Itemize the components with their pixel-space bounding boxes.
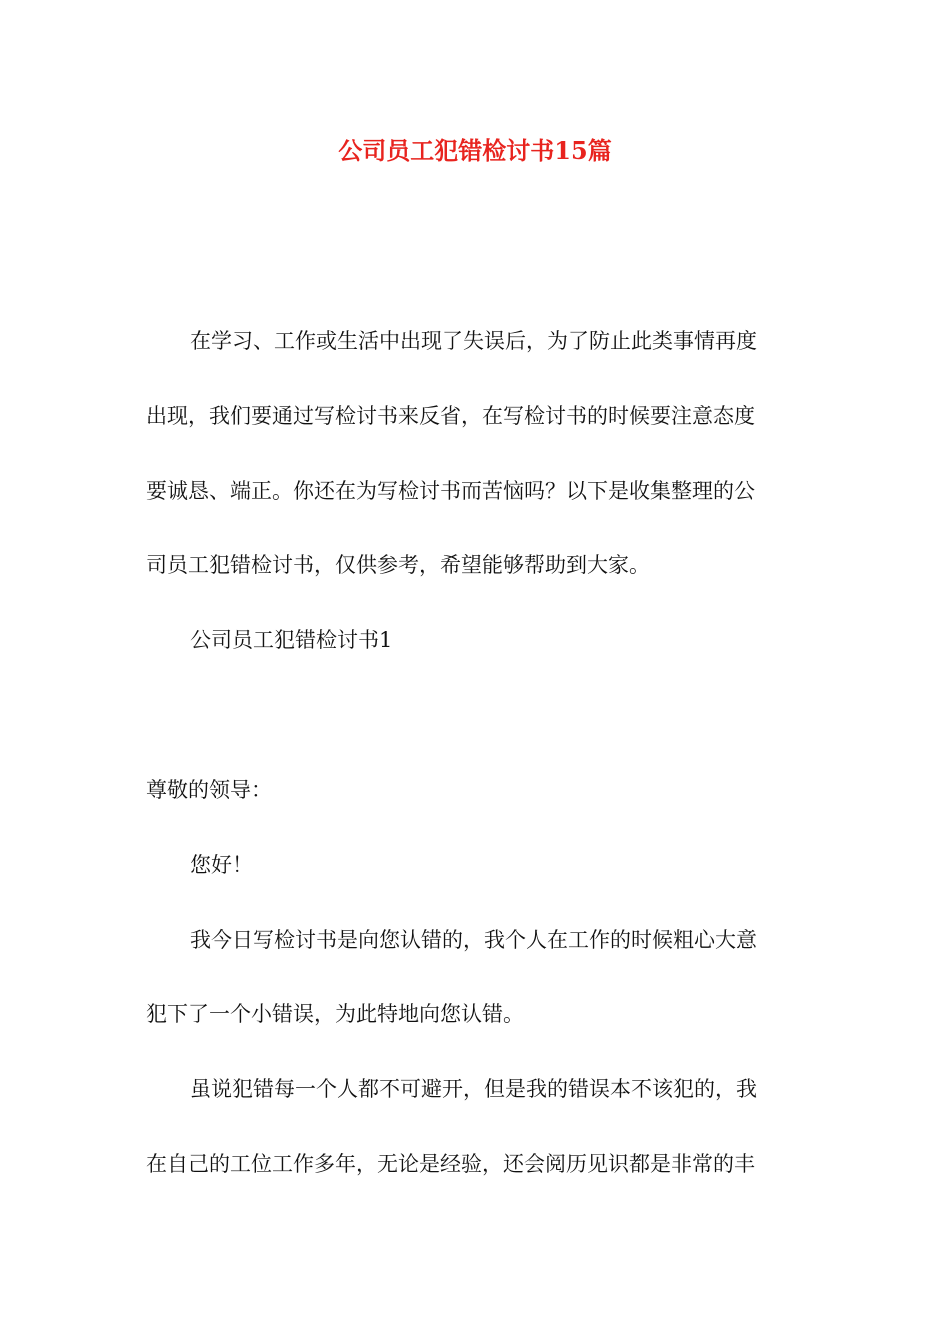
- body-line-3: 虽说犯错每一个人都不可避开，但是我的错误本不该犯的，我: [190, 1077, 757, 1101]
- intro-line-3: 要诚恳、端正。你还在为写检讨书而苦恼吗？以下是收集整理的公: [146, 479, 755, 503]
- body-line-1: 我今日写检讨书是向您认错的，我个人在工作的时候粗心大意: [190, 928, 757, 952]
- body-line-2: 犯下了一个小错误，为此特地向您认错。: [146, 1002, 524, 1026]
- document-title: 公司员工犯错检讨书15篇: [338, 136, 612, 165]
- section-heading-1: 公司员工犯错检讨书1: [190, 628, 393, 652]
- salutation: 尊敬的领导：: [146, 778, 272, 802]
- body-line-4: 在自己的工位工作多年，无论是经验，还会阅历见识都是非常的丰: [146, 1152, 755, 1176]
- intro-line-1: 在学习、工作或生活中出现了失误后，为了防止此类事情再度: [190, 329, 757, 353]
- greeting: 您好！: [190, 853, 253, 877]
- intro-line-4: 司员工犯错检讨书，仅供参考，希望能够帮助到大家。: [146, 553, 650, 577]
- intro-line-2: 出现，我们要通过写检讨书来反省，在写检讨书的时候要注意态度: [146, 404, 755, 428]
